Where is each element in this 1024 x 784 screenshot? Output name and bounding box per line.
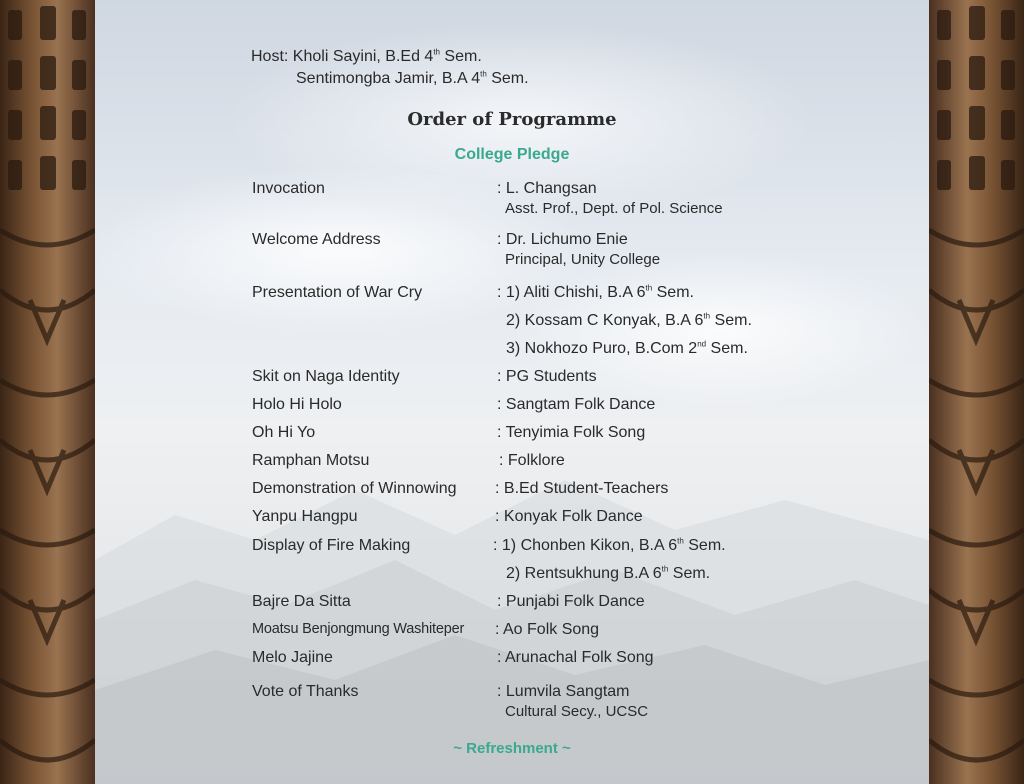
item-performer: : Punjabi Folk Dance: [497, 593, 645, 610]
item-name: Ramphan Motsu: [252, 452, 370, 469]
war-cry-performer-3: 3) Nokhozo Puro, B.Com 2nd Sem.: [506, 339, 748, 357]
page-title: Order of Programme: [407, 109, 617, 130]
item-performer: : Folklore: [499, 452, 565, 469]
item-performer: : 1) Aliti Chishi, B.A 6th Sem.: [497, 283, 694, 301]
item-name: Welcome Address: [252, 231, 381, 248]
item-name: Vote of Thanks: [252, 683, 359, 700]
item-performer: : Arunachal Folk Song: [497, 649, 654, 666]
item-detail: Principal, Unity College: [505, 251, 661, 268]
war-cry-performer-2: 2) Kossam C Konyak, B.A 6th Sem.: [506, 311, 752, 329]
host-line-1: Host: Kholi Sayini, B.Ed 4th Sem.: [251, 47, 482, 65]
right-carved-pillar: [929, 0, 1024, 784]
item-detail: Asst. Prof., Dept. of Pol. Science: [505, 200, 723, 217]
item-performer: : 1) Chonben Kikon, B.A 6th Sem.: [493, 536, 726, 554]
college-pledge-label: College Pledge: [454, 146, 570, 163]
item-name: Melo Jajine: [252, 649, 333, 666]
item-name: Invocation: [252, 180, 325, 197]
item-performer: : Lumvila Sangtam Cultural Secy., UCSC: [497, 683, 649, 720]
item-name: Holo Hi Holo: [252, 396, 342, 413]
item-performer: : Dr. Lichumo Enie Principal, Unity College: [497, 231, 661, 268]
item-performer: : Ao Folk Song: [495, 621, 600, 638]
item-performer: : B.Ed Student-Teachers: [495, 480, 669, 497]
programme-list: [252, 0, 912, 784]
item-name: Oh Hi Yo: [252, 424, 316, 441]
item-performer: : Konyak Folk Dance: [495, 508, 643, 525]
item-name: Presentation of War Cry: [252, 284, 423, 301]
refreshment-label: ~ Refreshment ~: [453, 740, 571, 757]
item-detail: Cultural Secy., UCSC: [505, 703, 649, 720]
item-performer: : Sangtam Folk Dance: [497, 396, 656, 413]
item-performer: : Tenyimia Folk Song: [497, 424, 646, 441]
item-name: Display of Fire Making: [252, 537, 411, 554]
left-carved-pillar: [0, 0, 95, 784]
item-performer: : PG Students: [497, 368, 597, 385]
item-name: Moatsu Benjongmung Washiteper: [252, 621, 465, 637]
item-name: Yanpu Hangpu: [252, 508, 358, 525]
host-line-2: Sentimongba Jamir, B.A 4th Sem.: [296, 69, 529, 87]
item-name: Demonstration of Winnowing: [252, 480, 457, 497]
item-performer: : L. Changsan Asst. Prof., Dept. of Pol. Science: [497, 180, 723, 217]
item-name: Skit on Naga Identity: [252, 368, 400, 385]
item-name: Bajre Da Sitta: [252, 593, 351, 610]
fire-performer-2: 2) Rentsukhung B.A 6th Sem.: [506, 564, 711, 582]
